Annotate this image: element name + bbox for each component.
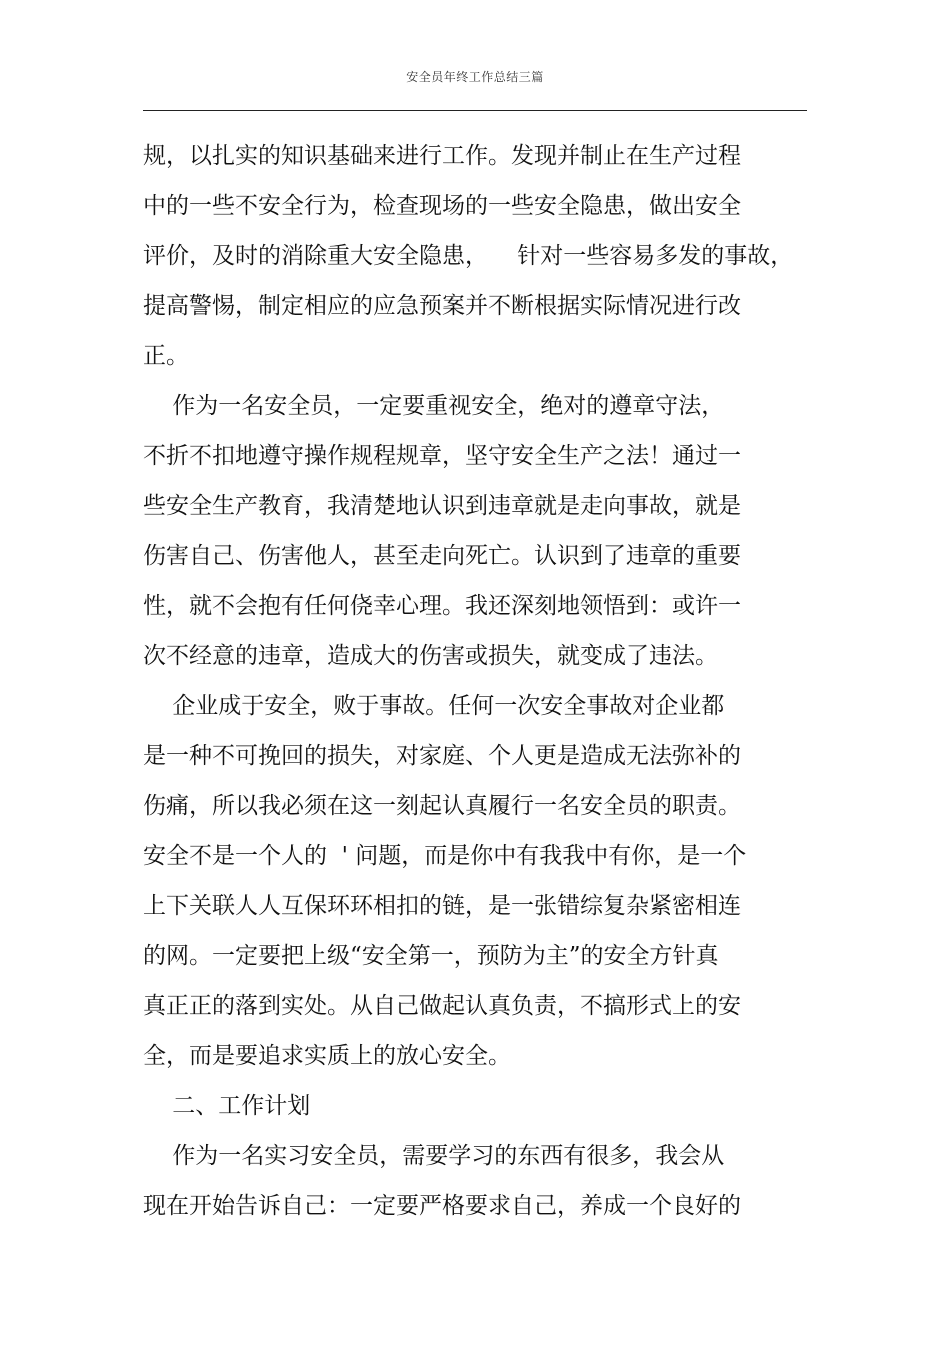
section-heading: 二、工作计划	[143, 1093, 311, 1119]
body-line: 规，以扎实的知识基础来进行工作。发现并制止在生产过程	[143, 143, 741, 169]
body-line: 正。	[143, 343, 189, 369]
page-header-title: 安全员年终工作总结三篇	[406, 70, 544, 84]
body-line: 次不经意的违章，造成大的伤害或损失，就变成了违法。	[143, 643, 718, 669]
header-divider	[143, 110, 807, 111]
body-line: 真正正的落到实处。从自己做起认真负责，不搞形式上的安	[143, 993, 741, 1019]
body-line: 作为一名安全员，一定要重视安全，绝对的遵章守法，	[143, 393, 725, 419]
body-line: 安全不是一个人的 ' 问题，而是你中有我我中有你，是一个	[143, 843, 747, 869]
body-line: 提高警惕，制定相应的应急预案并不断根据实际情况进行改	[143, 293, 741, 319]
body-line: 是一种不可挽回的损失，对家庭、个人更是造成无法弥补的	[143, 743, 741, 769]
body-line: 评价，及时的消除重大安全隐患， 针对一些容易多发的事故，	[143, 243, 794, 269]
body-line: 伤痛，所以我必须在这一刻起认真履行一名安全员的职责。	[143, 793, 741, 819]
body-line: 的网。一定要把上级“安全第一，预防为主”的安全方针真	[143, 943, 719, 969]
body-line: 现在开始告诉自己：一定要严格要求自己，养成一个良好的	[143, 1193, 741, 1219]
body-line: 不折不扣地遵守操作规程规章，坚守安全生产之法！通过一	[143, 443, 741, 469]
body-line: 中的一些不安全行为，检查现场的一些安全隐患，做出安全	[143, 193, 741, 219]
body-line: 企业成于安全，败于事故。任何一次安全事故对企业都	[143, 693, 725, 719]
body-line: 作为一名实习安全员，需要学习的东西有很多，我会从	[143, 1143, 725, 1169]
body-line: 性，就不会抱有任何侥幸心理。我还深刻地领悟到：或许一	[143, 593, 741, 619]
body-line: 伤害自己、伤害他人，甚至走向死亡。认识到了违章的重要	[143, 543, 741, 569]
body-line: 上下关联人人互保环环相扣的链，是一张错综复杂紧密相连	[143, 893, 741, 919]
body-line: 全，而是要追求实质上的放心安全。	[143, 1043, 511, 1069]
body-line: 些安全生产教育，我清楚地认识到违章就是走向事故，就是	[143, 493, 741, 519]
